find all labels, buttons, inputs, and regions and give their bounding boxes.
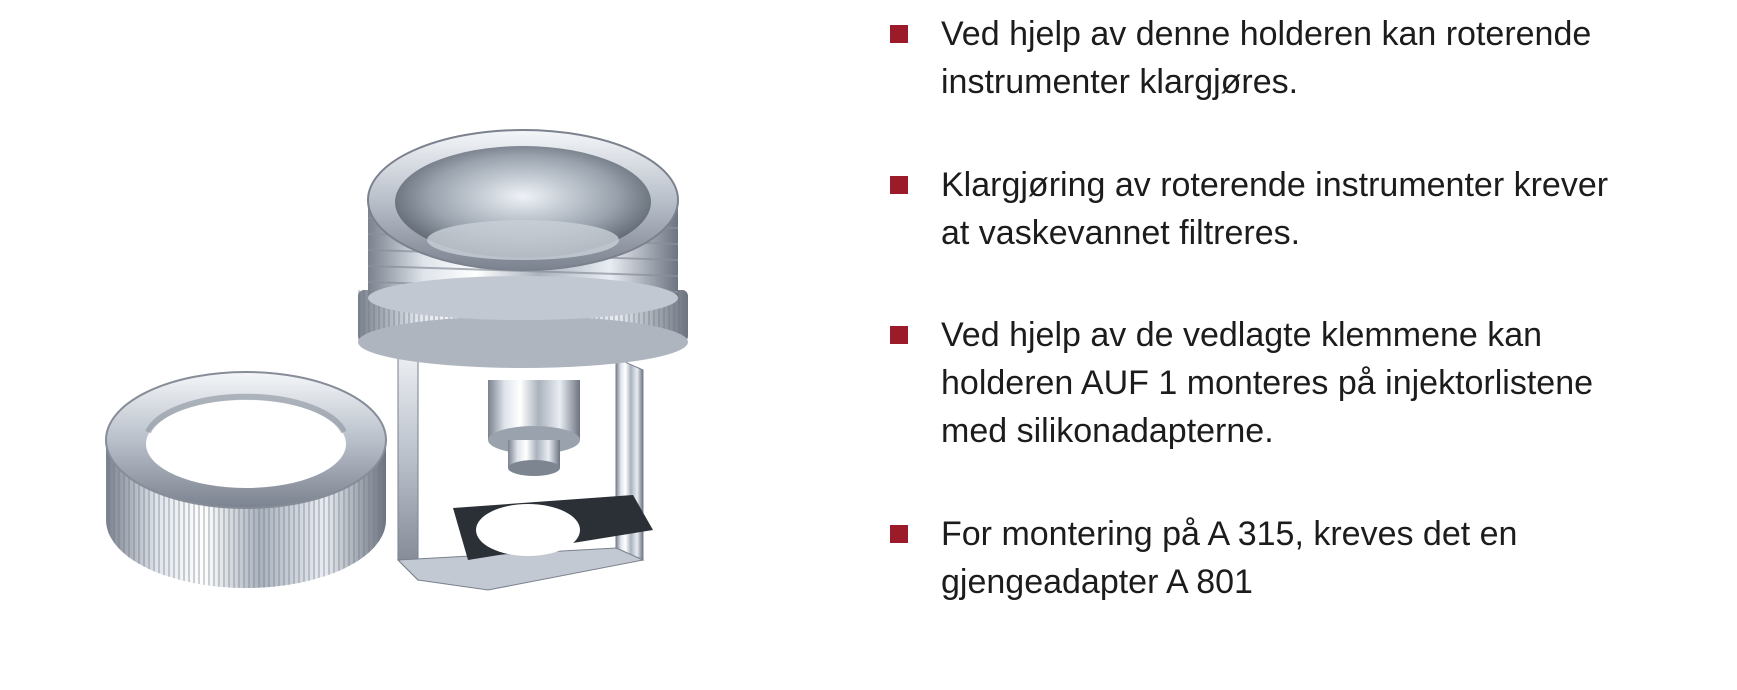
bullet-text: Ved hjelp av de vedlagte klemmene kan holderen AUF 1 monteres på injektorlistene med silikonadapterne. — [941, 316, 1594, 450]
bullet-square-icon — [890, 176, 908, 194]
bullet-square-icon — [890, 25, 908, 43]
bullet-square-icon — [890, 326, 908, 344]
bullet-text: For montering på A 315, kreves det en gjengeadapter A 801 — [941, 515, 1518, 601]
product-photo — [68, 90, 773, 662]
bullet-square-icon — [890, 525, 908, 543]
bullet-text: Ved hjelp av denne holderen kan roterende instrumenter klargjøres. — [941, 15, 1592, 101]
bullet-text: Klargjøring av roterende instrumenter krever at vaskevannet filtreres. — [941, 166, 1609, 252]
